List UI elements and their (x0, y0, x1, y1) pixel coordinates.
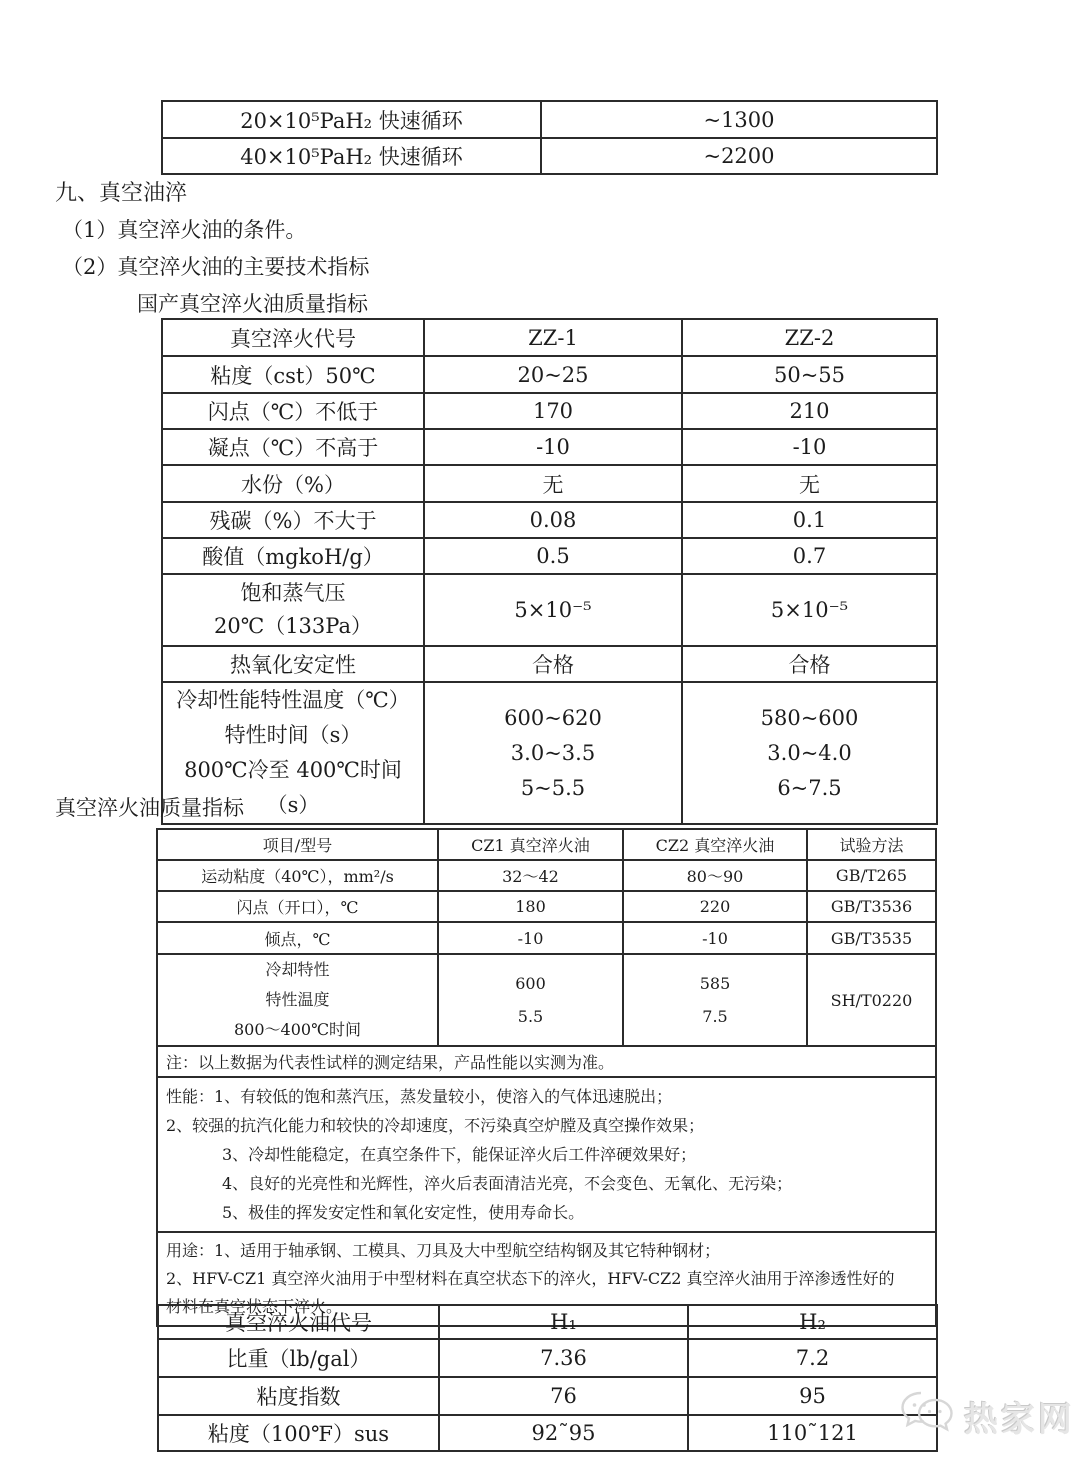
cell-line: 3.0~3.5 (510, 740, 596, 765)
table-cell: 合格 (424, 646, 682, 682)
table-cell: 闪点（开口），℃ (157, 891, 438, 922)
table-cell: 20~25 (424, 356, 682, 393)
cell-line: 580~600 (760, 705, 859, 730)
table-cell: ZZ-2 (682, 319, 937, 356)
table-cell: H₂ (688, 1305, 937, 1339)
table-cell: 210 (682, 393, 937, 429)
cell-line: 800～400℃时间 (234, 1020, 361, 1039)
table-row (162, 682, 937, 824)
table-cell: 凝点（℃）不高于 (162, 429, 424, 465)
quality-index-table (156, 828, 937, 1327)
cell-line: 3.0~4.0 (767, 740, 852, 765)
cell-line: 800℃冷至 400℃时间（s） (184, 758, 402, 817)
table-row (162, 574, 937, 646)
table-cell: 76 (439, 1377, 688, 1415)
list-item-1: （1）真空淬火油的条件。 (62, 218, 307, 242)
table-cell: 0.7 (682, 538, 937, 574)
cell-line: 6~7.5 (777, 775, 842, 800)
table-cell: 40×10⁵PaH₂ 快速循环 (162, 138, 541, 174)
cell-line: 5~5.5 (520, 775, 586, 800)
table-cell: 水份（%） (162, 465, 424, 502)
table-cell: 粘度（cst）50℃ (162, 356, 424, 393)
table-header-row (157, 829, 936, 860)
table-cell: 110˜121 (688, 1415, 937, 1451)
performance-line: 3、冷却性能稳定，在真空条件下，能保证淬火后工件淬硬效果好； (222, 1145, 697, 1164)
table-row (162, 393, 937, 429)
table-row (162, 465, 937, 502)
table-cell: 热氧化安定性 (162, 646, 424, 682)
table-cell: 180 (438, 891, 623, 922)
table-row (162, 646, 937, 682)
table-cell: 0.5 (424, 538, 682, 574)
table-cell (682, 682, 937, 824)
performance-line: 性能：1、有较低的饱和蒸汽压，蒸发量较小，使溶入的气体迅速脱出； (166, 1087, 673, 1106)
table-cell: 50~55 (682, 356, 937, 393)
table-cell: CZ1 真空淬火油 (438, 829, 623, 860)
table-cell: 项目/型号 (157, 829, 438, 860)
table-row (162, 538, 937, 574)
table-cell: -10 (424, 429, 682, 465)
table-row (162, 429, 937, 465)
wechat-icon (898, 1390, 960, 1442)
table-cell: SH/T0220 (807, 954, 936, 1046)
table-row (158, 1339, 937, 1377)
performance-cell (157, 1077, 936, 1232)
table-header-row (162, 319, 937, 356)
table-cell: -10 (682, 429, 937, 465)
usage-line: 材料在真空状态下淬火。 (166, 1297, 343, 1316)
table-cell: 饱和蒸气压 20℃（133Pa） (162, 574, 424, 646)
cell-line: 7.5 (702, 1007, 728, 1026)
table-cell: 比重（lb/gal） (158, 1339, 439, 1377)
performance-line: 5、极佳的挥发安定性和氧化安定性，使用寿命长。 (222, 1203, 585, 1222)
table-cell: 倾点，℃ (157, 922, 438, 954)
performance-line: 2、较强的抗汽化能力和较快的冷却速度，不污染真空炉膛及真空操作效果； (166, 1116, 705, 1135)
table-cell: 真空淬火代号 (162, 319, 424, 356)
usage-line: 2、HFV-CZ1 真空淬火油用于中型材料在真空状态下的淬火，HFV-CZ2 真空淬火油用于淬渗透性好的 (166, 1269, 895, 1288)
table-cell: CZ2 真空淬火油 (623, 829, 807, 860)
table-cell: H₁ (439, 1305, 688, 1339)
table-cell: 合格 (682, 646, 937, 682)
hydrogen-pressure-table (161, 100, 938, 175)
table-cell: 酸值（mgkoH/g） (162, 538, 424, 574)
table-cell: 32～42 (438, 860, 623, 891)
table-row (162, 138, 937, 174)
table-cell: GB/T3535 (807, 922, 936, 954)
table-row (157, 922, 936, 954)
watermark (898, 1390, 1075, 1442)
table-cell: 0.08 (424, 502, 682, 538)
cell-line: 600~620 (504, 705, 602, 730)
table-cell: 残碳（%）不大于 (162, 502, 424, 538)
table-row (162, 356, 937, 393)
table-cell: ~2200 (541, 138, 937, 174)
table-cell: 试验方法 (807, 829, 936, 860)
table-cell (157, 954, 438, 1046)
table-cell: 95 (688, 1377, 937, 1415)
cell-line: 600 (515, 974, 546, 993)
table-row (157, 891, 936, 922)
table-cell: 运动粘度（40℃），mm²/s (157, 860, 438, 891)
quality-table-title: 真空淬火油质量指标 (55, 796, 244, 820)
table-cell: 真空淬火油代号 (158, 1305, 439, 1339)
table-cell (623, 954, 807, 1046)
table-cell: 7.2 (688, 1339, 937, 1377)
table-cell: ZZ-1 (424, 319, 682, 356)
table-cell: 20×10⁵PaH₂ 快速循环 (162, 101, 541, 138)
note-cell: 注：以上数据为代表性试样的测定结果，产品性能以实测为准。 (157, 1046, 936, 1077)
cell-line: 特性温度 (265, 990, 330, 1009)
table-cell: 5×10⁻⁵ (424, 574, 682, 646)
table-row (158, 1415, 937, 1451)
domestic-table-title: 国产真空淬火油质量指标 (137, 292, 368, 316)
cell-line: 冷却特性 (265, 960, 330, 979)
table-cell: -10 (623, 922, 807, 954)
table-row (157, 1077, 936, 1232)
watermark-text: 热家网 (964, 1399, 1075, 1440)
list-item-2: （2）真空淬火油的主要技术指标 (62, 255, 370, 279)
table-cell: 粘度（100℉）sus (158, 1415, 439, 1451)
domestic-oil-table (161, 318, 938, 825)
table-cell: -10 (438, 922, 623, 954)
table-cell: 闪点（℃）不低于 (162, 393, 424, 429)
table-cell: 80～90 (623, 860, 807, 891)
table-row (157, 1046, 936, 1077)
table-header-row (158, 1305, 937, 1339)
table-cell: 无 (424, 465, 682, 502)
table-cell: 170 (424, 393, 682, 429)
table-row (158, 1377, 937, 1415)
oil-code-table (157, 1304, 938, 1452)
cell-line: 5.5 (517, 1007, 544, 1026)
cell-line: 特性时间（s） (224, 723, 362, 747)
cell-line: 585 (699, 974, 731, 993)
usage-line: 用途：1、适用于轴承钢、工模具、刀具及大中型航空结构钢及其它特种钢材； (166, 1241, 721, 1260)
table-cell (424, 682, 682, 824)
table-cell: ~1300 (541, 101, 937, 138)
table-row (162, 502, 937, 538)
section-heading: 九、真空油淬 (55, 181, 188, 206)
cell-line: 冷却性能特性温度（℃） (176, 688, 410, 712)
table-cell: GB/T265 (807, 860, 936, 891)
table-cell: 5×10⁻⁵ (682, 574, 937, 646)
table-cell (438, 954, 623, 1046)
performance-line: 4、良好的光亮性和光辉性，淬火后表面清洁光亮，不会变色、无氧化、无污染； (222, 1174, 793, 1193)
table-cell: 7.36 (439, 1339, 688, 1377)
table-cell: GB/T3536 (807, 891, 936, 922)
table-cell: 无 (682, 465, 937, 502)
table-cell: 粘度指数 (158, 1377, 439, 1415)
table-cell: 0.1 (682, 502, 937, 538)
table-row (162, 101, 937, 138)
table-cell: 220 (623, 891, 807, 922)
table-cell: 92˜95 (439, 1415, 688, 1451)
table-row (157, 860, 936, 891)
table-row (157, 954, 936, 1046)
